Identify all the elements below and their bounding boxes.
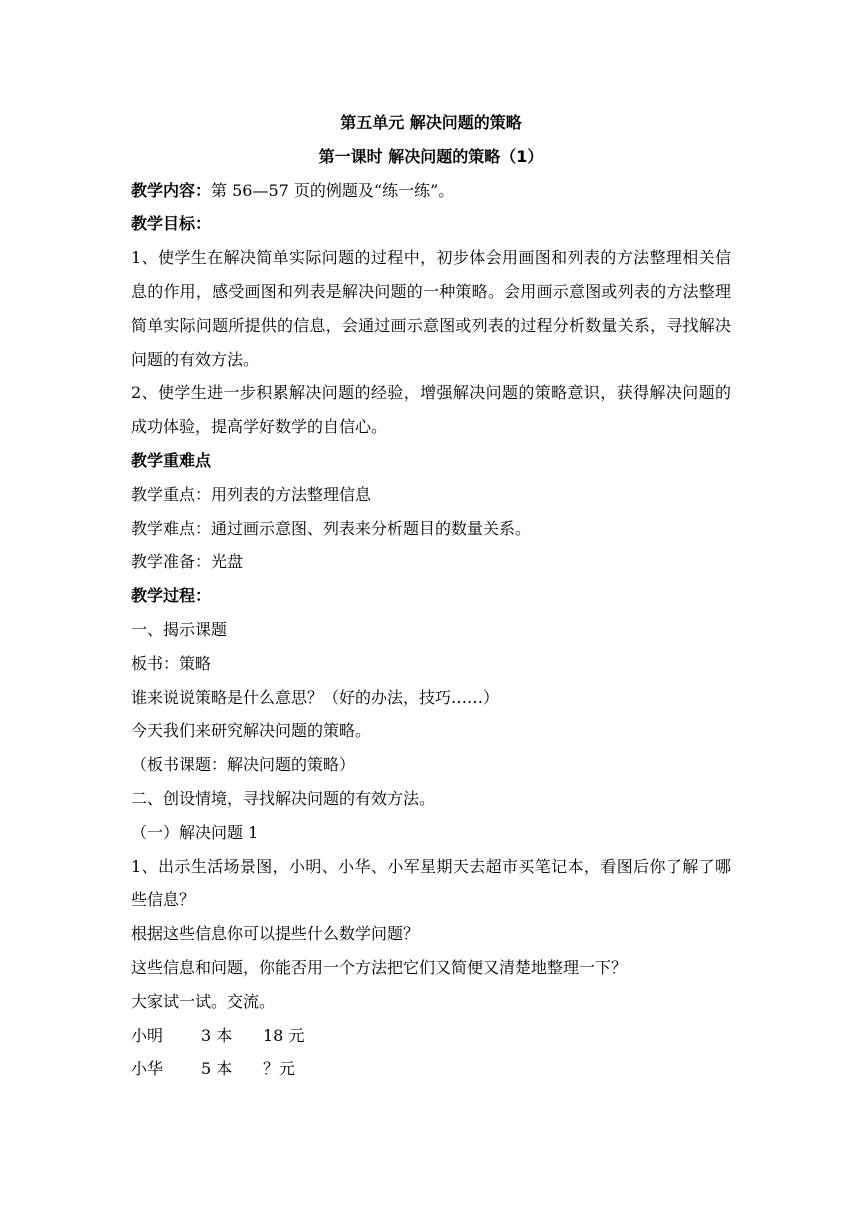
ask-2: 这些信息和问题，你能否用一个方法把它们又简便又清楚地整理一下？ <box>131 957 628 977</box>
row-qty: 5 本 <box>201 1059 233 1079</box>
table-row <box>131 1019 731 1053</box>
document-page <box>131 106 731 1086</box>
row-name: 小明 <box>131 1025 164 1045</box>
ask-1: 根据这些信息你可以提些什么数学问题？ <box>131 924 420 944</box>
difficult-point: 教学难点：通过画示意图、列表来分析题目的数量关系。 <box>131 518 532 538</box>
content-line <box>131 174 731 208</box>
item-1-paragraph: 1、出示生活场景图，小明、小华、小军星期天去超市买笔记本，看图后你了解了哪些信息？ <box>131 856 731 910</box>
content-text: 第 56—57 页的例题及“练一练”。 <box>211 180 455 200</box>
step-2: 二、创设情境，寻找解决问题的有效方法。 <box>131 788 436 808</box>
row-price: ？元 <box>263 1059 296 1079</box>
key-point: 教学重点：用列表的方法整理信息 <box>131 484 372 504</box>
content-label: 教学内容： <box>131 180 212 200</box>
lesson-subtitle: 第一课时 解决问题的策略（1） <box>318 146 544 166</box>
subsection-1: （一）解决问题 1 <box>131 822 259 842</box>
row-qty: 3 本 <box>201 1025 233 1045</box>
step-1: 一、揭示课题 <box>131 619 228 639</box>
today-line: 今天我们来研究解决问题的策略。 <box>131 721 372 741</box>
question-1: 谁来说说策略是什么意思？（好的办法，技巧……） <box>131 687 500 707</box>
preparation: 教学准备：光盘 <box>131 552 244 572</box>
goals-heading: 教学目标： <box>131 214 212 234</box>
key-difficult-heading: 教学重难点 <box>131 450 212 470</box>
document-title: 第五单元 解决问题的策略 <box>340 113 522 132</box>
process-heading: 教学过程： <box>131 586 212 606</box>
goal-1-paragraph: 1、使学生在解决简单实际问题的过程中，初步体会用画图和列表的方法整理相关信息的作用，感受画图和列表是解决问题的一种策略。会用画示意图或列表的方法整理简单实际问题所提供的信息，会通过画示意图或列表的过程分析数量关系，寻找解决问题的有效方法。 <box>131 248 731 369</box>
row-name: 小华 <box>131 1059 164 1079</box>
board-note-2: （板书课题：解决问题的策略） <box>131 755 356 775</box>
row-price: 18 元 <box>263 1025 305 1045</box>
goal-2-paragraph: 2、使学生进一步积累解决问题的经验，增强解决问题的策略意识，获得解决问题的成功体验，提高学好数学的自信心。 <box>131 383 731 437</box>
try-line: 大家试一试。交流。 <box>131 991 276 1011</box>
board-note-1: 板书：策略 <box>131 653 212 673</box>
table-row <box>131 1052 731 1086</box>
